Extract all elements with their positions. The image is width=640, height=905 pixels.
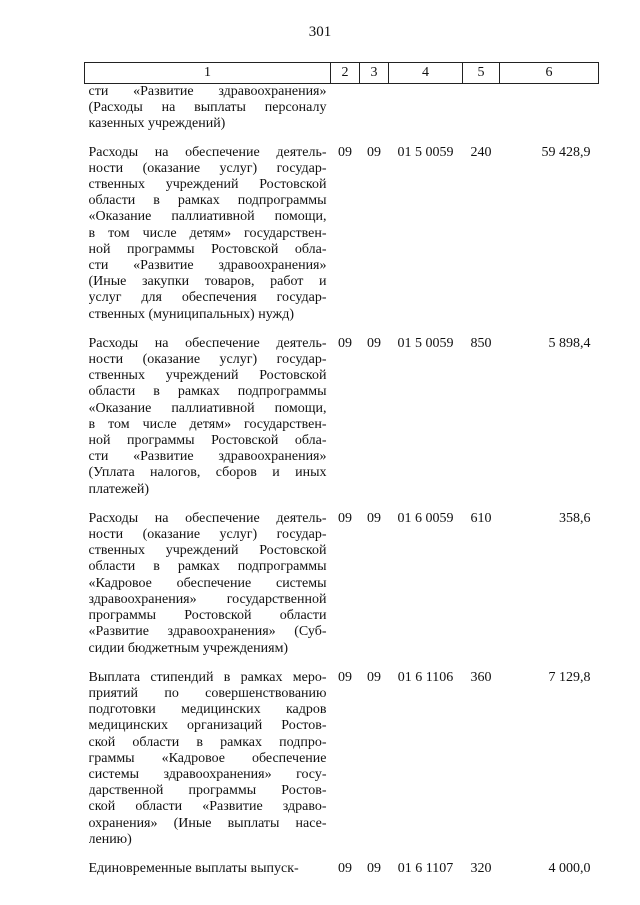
target-article-code: 01 5 0059: [397, 144, 454, 160]
section-code: 09: [338, 860, 352, 876]
description-line: (Иные закупки товаров, работ и: [88, 274, 327, 290]
description-line: «Развитие здравоохранения» (Суб-: [88, 624, 327, 640]
description-line: медицинских организаций Ростов-: [88, 718, 327, 734]
description-line: дарственной программы Ростов-: [88, 783, 327, 799]
description-line: в том числе детям» государствен-: [88, 416, 327, 432]
column-header-4: 4: [389, 63, 463, 84]
description-line: подготовки медицинских кадров: [88, 702, 327, 718]
description-line: области в рамках подпрограммы: [88, 193, 327, 209]
amount-value: 59 428,9: [541, 144, 591, 160]
description-line: ственных (муниципальных) нужд): [88, 306, 294, 322]
subsection-code: 09: [367, 144, 381, 160]
target-article-code: 01 6 0059: [397, 510, 454, 526]
subsection-code: 09: [367, 510, 381, 526]
description-line: ности (оказание услуг) государ-: [88, 352, 327, 368]
description-line: ной программы Ростовской обла-: [88, 433, 327, 449]
description-line: области в рамках подпрограммы: [88, 559, 327, 575]
table-row: [85, 861, 599, 890]
description-line: «Оказание паллиативной помощи,: [88, 209, 327, 225]
row-description: [85, 670, 331, 861]
amount-value: [500, 84, 599, 145]
table-row: [85, 511, 599, 670]
subsection-code: 09: [367, 669, 381, 685]
subsection-code: [360, 84, 389, 145]
budget-table: [84, 62, 599, 890]
expense-type-code: 610: [470, 510, 492, 526]
section-code: [331, 84, 360, 145]
description-line: системы здравоохранения» госу-: [88, 766, 327, 782]
subsection-code: 09: [367, 860, 381, 876]
section-code: 09: [338, 669, 352, 685]
description-line: лению): [88, 831, 132, 847]
description-line: области в рамках подпрограммы: [88, 384, 327, 400]
description-line: сти «Развитие здравоохранения»: [88, 449, 327, 465]
section-code: 09: [338, 335, 352, 351]
target-article-code: [389, 84, 463, 145]
expense-type-code: 360: [470, 669, 492, 685]
description-line: сидии бюджетным учреждениям): [88, 640, 289, 656]
description-line: Выплата стипендий в рамках меро-: [88, 669, 327, 685]
row-description: [85, 861, 331, 890]
description-line: «Оказание паллиативной помощи,: [88, 400, 327, 416]
amount-value: 5 898,4: [548, 335, 591, 351]
description-line: Расходы на обеспечение деятель-: [88, 335, 327, 351]
description-line: в том числе детям» государствен-: [88, 225, 327, 241]
description-line: приятий по совершенствованию: [88, 685, 327, 701]
section-code: 09: [338, 510, 352, 526]
expense-type-code: 850: [470, 335, 492, 351]
description-line: ности (оказание услуг) государ-: [88, 527, 327, 543]
subsection-code: 09: [367, 335, 381, 351]
description-line: ственных учреждений Ростовской: [88, 177, 327, 193]
target-article-code: 01 6 1107: [397, 860, 454, 876]
description-line: Единовременные выплаты выпуск-: [88, 860, 299, 876]
row-description: [85, 84, 331, 145]
amount-value: 358,6: [559, 510, 591, 526]
description-line: Расходы на обеспечение деятель-: [88, 510, 327, 526]
description-line: ности (оказание услуг) государ-: [88, 160, 327, 176]
target-article-code: 01 6 1106: [397, 669, 454, 685]
row-description: [85, 336, 331, 511]
description-line: программы Ростовской области: [88, 608, 327, 624]
expense-type-code: 320: [470, 860, 492, 876]
amount-value: 7 129,8: [548, 669, 591, 685]
table-row: [85, 336, 599, 511]
column-header-3: 3: [360, 63, 389, 84]
row-description: [85, 145, 331, 336]
expense-type-code: 240: [470, 144, 492, 160]
description-line: граммы «Кадровое обеспечение: [88, 750, 327, 766]
table-row: [85, 670, 599, 861]
amount-value: 4 000,0: [548, 860, 591, 876]
table-row: [85, 84, 599, 145]
table-body: [85, 84, 599, 891]
column-header-5: 5: [463, 63, 500, 84]
column-header-1: 1: [85, 63, 331, 84]
page-number: 301: [308, 24, 332, 40]
description-line: здравоохранения» государственной: [88, 591, 327, 607]
table-header: [85, 63, 599, 84]
column-header-2: 2: [331, 63, 360, 84]
description-line: казенных учреждений): [88, 116, 226, 132]
description-line: сти «Развитие здравоохранения»: [88, 258, 327, 274]
description-line: ственных учреждений Ростовской: [88, 543, 327, 559]
description-line: ской области в рамках подпро-: [88, 734, 327, 750]
column-header-6: 6: [500, 63, 599, 84]
section-code: 09: [338, 144, 352, 160]
table-row: [85, 145, 599, 336]
table-header-row: [85, 63, 599, 84]
description-line: (Расходы на выплаты персоналу: [88, 100, 327, 116]
description-line: платежей): [88, 481, 150, 497]
expense-type-code: [463, 84, 500, 145]
description-line: ской области «Развитие здраво-: [88, 799, 327, 815]
description-line: (Уплата налогов, сборов и иных: [88, 465, 327, 481]
description-line: ственных учреждений Ростовской: [88, 368, 327, 384]
description-line: Расходы на обеспечение деятель-: [88, 144, 327, 160]
description-line: «Кадровое обеспечение системы: [88, 575, 327, 591]
target-article-code: 01 5 0059: [397, 335, 454, 351]
row-description: [85, 511, 331, 670]
description-line: услуг для обеспечения государ-: [88, 290, 327, 306]
description-line: ной программы Ростовской обла-: [88, 241, 327, 257]
description-line: охранения» (Иные выплаты насе-: [88, 815, 327, 831]
description-line: сти «Развитие здравоохранения»: [88, 84, 327, 99]
